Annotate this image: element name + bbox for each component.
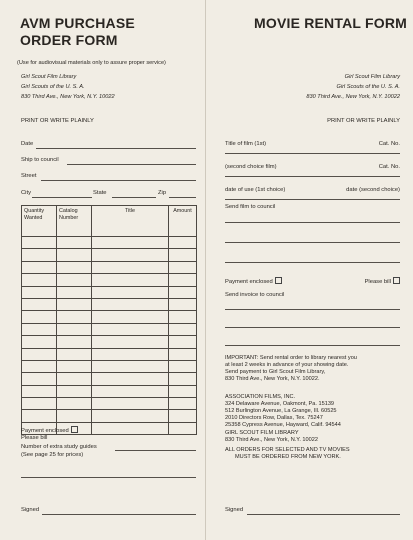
avm-guides-note: (See page 25 for prices) bbox=[21, 452, 84, 458]
send-film-line-3[interactable] bbox=[225, 262, 400, 263]
gs-film-library bbox=[225, 430, 318, 444]
table-cell[interactable] bbox=[22, 385, 57, 397]
table-cell[interactable] bbox=[22, 249, 57, 261]
rental-address-3: 830 Third Ave., New York, N.Y. 10022 bbox=[306, 94, 400, 100]
table-cell[interactable] bbox=[92, 348, 169, 360]
table-cell[interactable] bbox=[169, 286, 197, 298]
table-row bbox=[22, 410, 197, 422]
film-title-field[interactable] bbox=[225, 153, 400, 154]
rental-print-label: PRINT OR WRITE PLAINLY bbox=[327, 118, 400, 124]
date-of-use-label: date of use (1st choice) bbox=[225, 187, 286, 193]
send-film-line-1[interactable] bbox=[225, 222, 400, 223]
avm-please-bill[interactable]: Please bill bbox=[21, 435, 48, 441]
important-line: at least 2 weeks in advance of your showing date. bbox=[225, 362, 349, 368]
table-cell[interactable] bbox=[169, 373, 197, 385]
date-field[interactable] bbox=[36, 148, 196, 149]
table-cell[interactable] bbox=[57, 298, 92, 310]
avm-address-1: Girl Scout Film Library bbox=[21, 74, 77, 80]
table-cell[interactable] bbox=[169, 237, 197, 249]
table-cell[interactable] bbox=[57, 336, 92, 348]
table-cell[interactable] bbox=[169, 385, 197, 397]
date-of-use-field[interactable] bbox=[225, 199, 400, 200]
avm-signed-label: Signed bbox=[21, 507, 40, 513]
table-cell[interactable] bbox=[92, 311, 169, 323]
rental-please-bill-label: Please bill bbox=[364, 279, 391, 285]
table-cell[interactable] bbox=[57, 373, 92, 385]
table-cell[interactable] bbox=[57, 274, 92, 286]
zip-field[interactable] bbox=[169, 197, 196, 198]
table-cell[interactable] bbox=[92, 274, 169, 286]
table-cell[interactable] bbox=[57, 261, 92, 273]
table-cell[interactable] bbox=[169, 249, 197, 261]
table-cell[interactable] bbox=[57, 410, 92, 422]
table-cell[interactable] bbox=[169, 348, 197, 360]
table-cell[interactable] bbox=[169, 398, 197, 410]
assoc-line: 324 Delaware Avenue, Oakmont, Pa. 15139 bbox=[225, 401, 335, 407]
table-cell[interactable] bbox=[22, 336, 57, 348]
avm-divider bbox=[21, 477, 196, 478]
header-catalog: Catalog Number bbox=[57, 206, 92, 237]
rental-signed-label: Signed bbox=[225, 507, 244, 513]
table-cell[interactable] bbox=[22, 274, 57, 286]
table-cell[interactable] bbox=[92, 398, 169, 410]
table-cell[interactable] bbox=[92, 237, 169, 249]
avm-payment-enclosed-label: Payment enclosed bbox=[21, 428, 69, 434]
second-choice-label: (second choice film) bbox=[225, 164, 277, 170]
table-row bbox=[22, 286, 197, 298]
send-invoice-line-3[interactable] bbox=[225, 345, 400, 346]
all-orders-notice bbox=[225, 447, 350, 461]
avm-title-line1: AVM PURCHASE bbox=[20, 15, 135, 31]
gs-library-line: 830 Third Ave., New York, N.Y. 10022 bbox=[225, 437, 318, 443]
avm-address-3: 830 Third Ave., New York, N.Y. 10022 bbox=[21, 94, 115, 100]
assoc-line: 512 Burlington Avenue, La Grange, Ill. 60525 bbox=[225, 408, 337, 414]
rental-please-bill[interactable] bbox=[365, 277, 400, 285]
assoc-line: 2010 Directors Row, Dallas, Tex. 75247 bbox=[225, 415, 323, 421]
table-cell[interactable] bbox=[22, 311, 57, 323]
rental-address-2: Girl Scouts of the U. S. A. bbox=[336, 84, 400, 90]
cat-no-label-2: Cat. No. bbox=[378, 164, 400, 170]
table-cell[interactable] bbox=[92, 298, 169, 310]
table-cell[interactable] bbox=[57, 398, 92, 410]
send-film-line-2[interactable] bbox=[225, 242, 400, 243]
table-cell[interactable] bbox=[57, 323, 92, 335]
rental-title: MOVIE RENTAL FORM bbox=[254, 15, 407, 31]
all-orders-line: MUST BE ORDERED FROM NEW YORK. bbox=[235, 454, 341, 460]
rental-payment-checkbox[interactable] bbox=[275, 277, 282, 284]
table-cell[interactable] bbox=[92, 249, 169, 261]
table-cell[interactable] bbox=[169, 298, 197, 310]
table-cell[interactable] bbox=[22, 237, 57, 249]
send-film-label: Send film to council bbox=[225, 204, 276, 210]
table-row bbox=[22, 261, 197, 273]
table-cell[interactable] bbox=[92, 410, 169, 422]
rental-payment-enclosed-label: Payment enclosed bbox=[225, 279, 273, 285]
ship-to-field[interactable] bbox=[67, 164, 196, 165]
street-field[interactable] bbox=[41, 180, 196, 181]
order-table-header bbox=[22, 206, 197, 237]
gs-library-line: GIRL SCOUT FILM LIBRARY bbox=[225, 430, 299, 436]
state-field[interactable] bbox=[112, 197, 156, 198]
table-cell[interactable] bbox=[57, 237, 92, 249]
assoc-line: ASSOCIATION FILMS, INC. bbox=[225, 394, 296, 400]
assoc-line: 25358 Cypress Avenue, Hayward, Calif. 94544 bbox=[225, 422, 341, 428]
avm-guides-label: Number of extra study guides bbox=[21, 444, 97, 450]
header-amount: Amount bbox=[169, 206, 197, 237]
city-label: City bbox=[21, 190, 31, 196]
table-cell[interactable] bbox=[92, 385, 169, 397]
table-cell[interactable] bbox=[169, 323, 197, 335]
table-row bbox=[22, 249, 197, 261]
table-row bbox=[22, 360, 197, 372]
rental-address-1: Girl Scout Film Library bbox=[344, 74, 400, 80]
ship-to-label: Ship to council bbox=[21, 157, 59, 163]
table-cell[interactable] bbox=[92, 261, 169, 273]
avm-payment-checkbox[interactable] bbox=[71, 426, 78, 433]
avm-subtitle: (Use for audiovisual materials only to assure proper service) bbox=[17, 60, 166, 66]
important-line: 830 Third Ave., New York, N.Y. 10022. bbox=[225, 376, 320, 382]
table-cell[interactable] bbox=[92, 373, 169, 385]
table-cell[interactable] bbox=[57, 311, 92, 323]
important-line: Send payment to Girl Scout Film Library, bbox=[225, 369, 326, 375]
table-row bbox=[22, 298, 197, 310]
table-cell[interactable] bbox=[169, 422, 197, 434]
table-cell[interactable] bbox=[22, 261, 57, 273]
association-films bbox=[225, 394, 341, 429]
second-choice-field[interactable] bbox=[225, 176, 400, 177]
header-title: Title bbox=[92, 206, 169, 237]
table-cell[interactable] bbox=[169, 410, 197, 422]
avm-print-label: PRINT OR WRITE PLAINLY bbox=[21, 118, 94, 124]
all-orders-line: ALL ORDERS FOR SELECTED AND TV MOVIES bbox=[225, 447, 350, 453]
important-line: IMPORTANT: Send rental order to library nearest you bbox=[225, 355, 357, 361]
header-quantity: Quantity Wanted bbox=[22, 206, 57, 237]
table-cell[interactable] bbox=[169, 360, 197, 372]
movie-rental-form bbox=[205, 0, 413, 540]
table-cell[interactable] bbox=[22, 348, 57, 360]
table-cell[interactable] bbox=[92, 286, 169, 298]
street-label: Street bbox=[21, 173, 37, 179]
table-row bbox=[22, 237, 197, 249]
table-row bbox=[22, 348, 197, 360]
table-cell[interactable] bbox=[22, 360, 57, 372]
table-row bbox=[22, 336, 197, 348]
rental-please-bill-checkbox[interactable] bbox=[393, 277, 400, 284]
table-cell[interactable] bbox=[92, 360, 169, 372]
avm-payment-enclosed[interactable] bbox=[21, 426, 78, 434]
rental-payment-enclosed[interactable] bbox=[225, 277, 282, 285]
table-row bbox=[22, 385, 197, 397]
table-cell[interactable] bbox=[22, 298, 57, 310]
order-table bbox=[21, 205, 197, 435]
table-row bbox=[22, 274, 197, 286]
table-cell[interactable] bbox=[57, 385, 92, 397]
cat-no-label-1: Cat. No. bbox=[378, 141, 400, 147]
city-field[interactable] bbox=[32, 197, 92, 198]
table-cell[interactable] bbox=[57, 348, 92, 360]
table-cell[interactable] bbox=[57, 249, 92, 261]
table-cell[interactable] bbox=[169, 336, 197, 348]
table-cell[interactable] bbox=[22, 286, 57, 298]
table-cell[interactable] bbox=[92, 422, 169, 434]
table-cell[interactable] bbox=[57, 286, 92, 298]
rental-signed-field[interactable] bbox=[247, 514, 400, 515]
table-cell[interactable] bbox=[22, 398, 57, 410]
send-invoice-label: Send invoice to council bbox=[225, 292, 285, 298]
avm-title-line2: ORDER FORM bbox=[20, 32, 118, 48]
avm-address-2: Girl Scouts of the U. S. A. bbox=[21, 84, 85, 90]
table-row bbox=[22, 398, 197, 410]
film-title-label: Title of film (1st) bbox=[225, 141, 267, 147]
avm-guides-field[interactable] bbox=[115, 450, 196, 451]
table-cell[interactable] bbox=[92, 336, 169, 348]
table-cell[interactable] bbox=[57, 360, 92, 372]
state-label: State bbox=[93, 190, 107, 196]
table-cell[interactable] bbox=[169, 274, 197, 286]
table-cell[interactable] bbox=[22, 410, 57, 422]
avm-purchase-order-form bbox=[0, 0, 205, 540]
table-row bbox=[22, 311, 197, 323]
zip-label: Zip bbox=[158, 190, 167, 196]
send-invoice-line-2[interactable] bbox=[225, 327, 400, 328]
table-row bbox=[22, 373, 197, 385]
table-cell[interactable] bbox=[169, 311, 197, 323]
important-notice bbox=[225, 355, 357, 383]
table-cell[interactable] bbox=[92, 323, 169, 335]
date-label: Date bbox=[21, 141, 34, 147]
send-invoice-line-1[interactable] bbox=[225, 309, 400, 310]
table-cell[interactable] bbox=[169, 261, 197, 273]
table-cell[interactable] bbox=[22, 373, 57, 385]
table-row bbox=[22, 323, 197, 335]
avm-signed-field[interactable] bbox=[42, 514, 196, 515]
date-second-label: date (second choice) bbox=[346, 187, 400, 193]
table-cell[interactable] bbox=[22, 323, 57, 335]
